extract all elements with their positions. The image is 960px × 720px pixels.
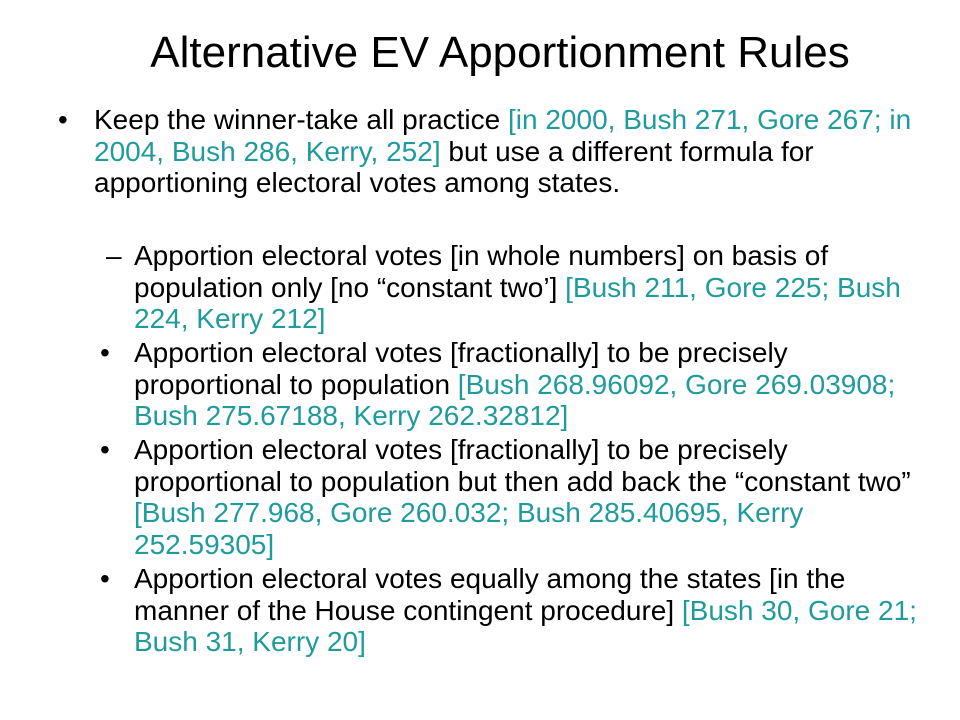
- sub-bullet-1-body: Apportion electoral votes [in whole numbers] on basis of population only [no “constant two’]: [134, 240, 829, 303]
- sub-bullet-3-body: Apportion electoral votes [fractionally] to be precisely proportional to population but then add back the “constant two”: [134, 434, 911, 497]
- main-bullet-text-before: Keep the winner-take all practice: [94, 104, 508, 135]
- sub-bullet-1-text: [100, 240, 920, 335]
- dash-marker: –: [106, 240, 122, 271]
- sub-bullet-1: [100, 240, 920, 335]
- sub-bullet-3: [100, 434, 920, 560]
- sub-bullet-2-text: [100, 337, 920, 432]
- main-bullet: [58, 104, 938, 199]
- bullet-marker: •: [100, 337, 110, 368]
- bullet-marker: •: [58, 104, 68, 135]
- slide-title: Alternative EV Apportionment Rules: [150, 28, 850, 77]
- bullet-marker: •: [100, 434, 110, 465]
- bullet-marker: •: [100, 563, 110, 594]
- sub-bullet-2: [100, 337, 920, 432]
- sub-bullet-3-text: [100, 434, 920, 560]
- main-bullet-text-after: but use a different formula for apportioning electoral votes among states.: [94, 135, 814, 198]
- sub-bullet-2-body: Apportion electoral votes [fractionally] to be precisely proportional to population: [134, 337, 788, 400]
- sub-bullet-4: [100, 563, 920, 658]
- sub-bullet-4-text: [100, 563, 920, 658]
- sub-bullet-3-highlight: [Bush 277.968, Gore 260.032; Bush 285.40695, Kerry 252.59305]: [134, 497, 804, 560]
- sub-bullet-4-body: Apportion electoral votes equally among the states [in the manner of the House contingent procedure]: [134, 563, 846, 626]
- sub-bullet-2-highlight: [Bush 268.96092, Gore 269.03908; Bush 275.67188, Kerry 262.32812]: [134, 368, 896, 431]
- main-bullet-text: [58, 104, 938, 199]
- sub-bullet-1-highlight: [Bush 211, Gore 225; Bush 224, Kerry 212]: [134, 271, 901, 334]
- sub-bullet-4-highlight: [Bush 30, Gore 21; Bush 31, Kerry 20]: [134, 594, 917, 657]
- main-bullet-highlight: [in 2000, Bush 271, Gore 267; in 2004, Bush 286, Kerry, 252]: [94, 104, 912, 167]
